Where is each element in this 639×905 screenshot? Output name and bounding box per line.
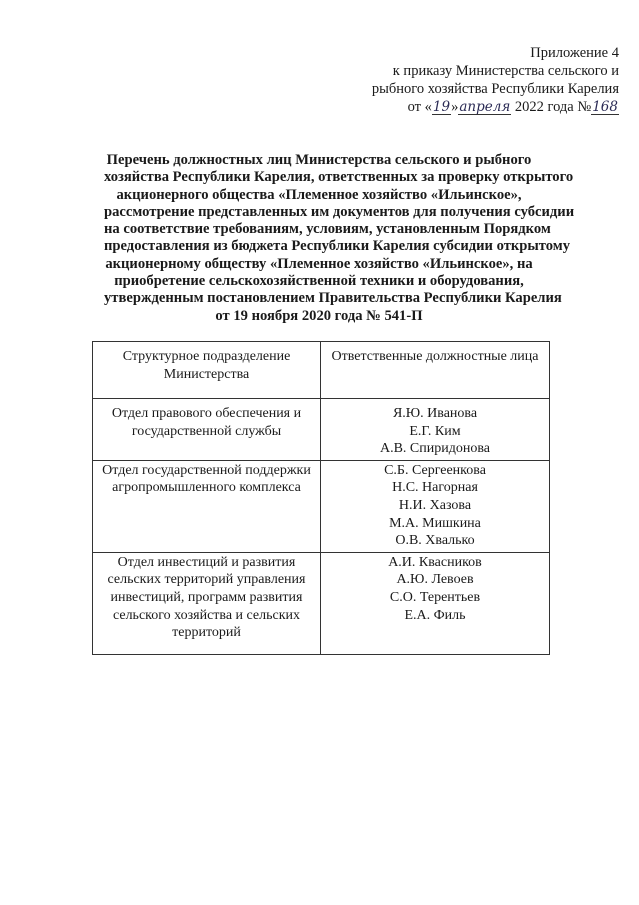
document-title — [104, 152, 575, 325]
title-line: утвержденным постановлением Правительства Республики Карелия — [104, 290, 562, 307]
appendix-ministry: рыбного хозяйства Республики Карелия — [371, 81, 619, 97]
department-cell: Отдел инвестиций и развития сельских территорий управления инвестиций, программ развития сельского хозяйства и сельских территорий — [93, 552, 321, 654]
title-line: приобретение сельскохозяйственной техники и оборудования, — [114, 273, 524, 290]
department-cell: Отдел государственной поддержки агропромышленного комплекса — [93, 460, 321, 552]
date-prefix: от « — [407, 99, 432, 115]
handwritten-day: 19 — [432, 99, 451, 115]
department-cell: Отдел правового обеспечения и государственной службы — [93, 399, 321, 461]
title-line: на соответствие требованиям, условиям, установленным Порядком — [104, 221, 551, 238]
title-line: от 19 ноября 2020 года № 541-П — [215, 307, 423, 324]
persons-cell: С.Б. Сергеенкова Н.С. Нагорная Н.И. Хазова М.А. Мишкина О.В. Хвалько — [321, 460, 550, 552]
header-persons: Ответственные должностные лица — [321, 342, 550, 399]
date-quote-close: » — [451, 99, 459, 115]
table-row — [93, 552, 550, 654]
appendix-date-line — [319, 98, 619, 116]
persons-cell: Я.Ю. Иванова Е.Г. Ким А.В. Спиридонова — [321, 399, 550, 461]
title-line: предоставления из бюджета Республики Карелия субсидии открытому — [104, 238, 571, 255]
title-line: акционерному обществу «Племенное хозяйство «Ильинское», на — [105, 255, 533, 272]
title-line: Перечень должностных лиц Министерства сельского и рыбного — [106, 152, 532, 168]
appendix-number: Приложение 4 — [530, 45, 619, 61]
appendix-order-ref: к приказу Министерства сельского и — [392, 63, 619, 79]
table-row — [93, 399, 550, 461]
title-line: акционерного общества «Племенное хозяйство «Ильинское», — [116, 186, 522, 203]
appendix-header — [319, 44, 619, 116]
handwritten-order-number: 168 — [592, 99, 618, 115]
title-line: хозяйства Республики Карелия, ответственных за проверку открытого — [104, 169, 574, 186]
title-line: рассмотрение представленных им документов для получения субсидии — [104, 203, 575, 220]
responsible-persons-table — [92, 341, 550, 655]
handwritten-month: апреля — [459, 99, 511, 115]
table-header-row — [93, 342, 550, 399]
persons-cell: А.И. Квасников А.Ю. Левоев С.О. Терентьев Е.А. Филь — [321, 552, 550, 654]
date-year: 2022 года № — [511, 99, 592, 115]
table-row — [93, 460, 550, 552]
header-department: Структурное подразделение Министерства — [93, 342, 321, 399]
